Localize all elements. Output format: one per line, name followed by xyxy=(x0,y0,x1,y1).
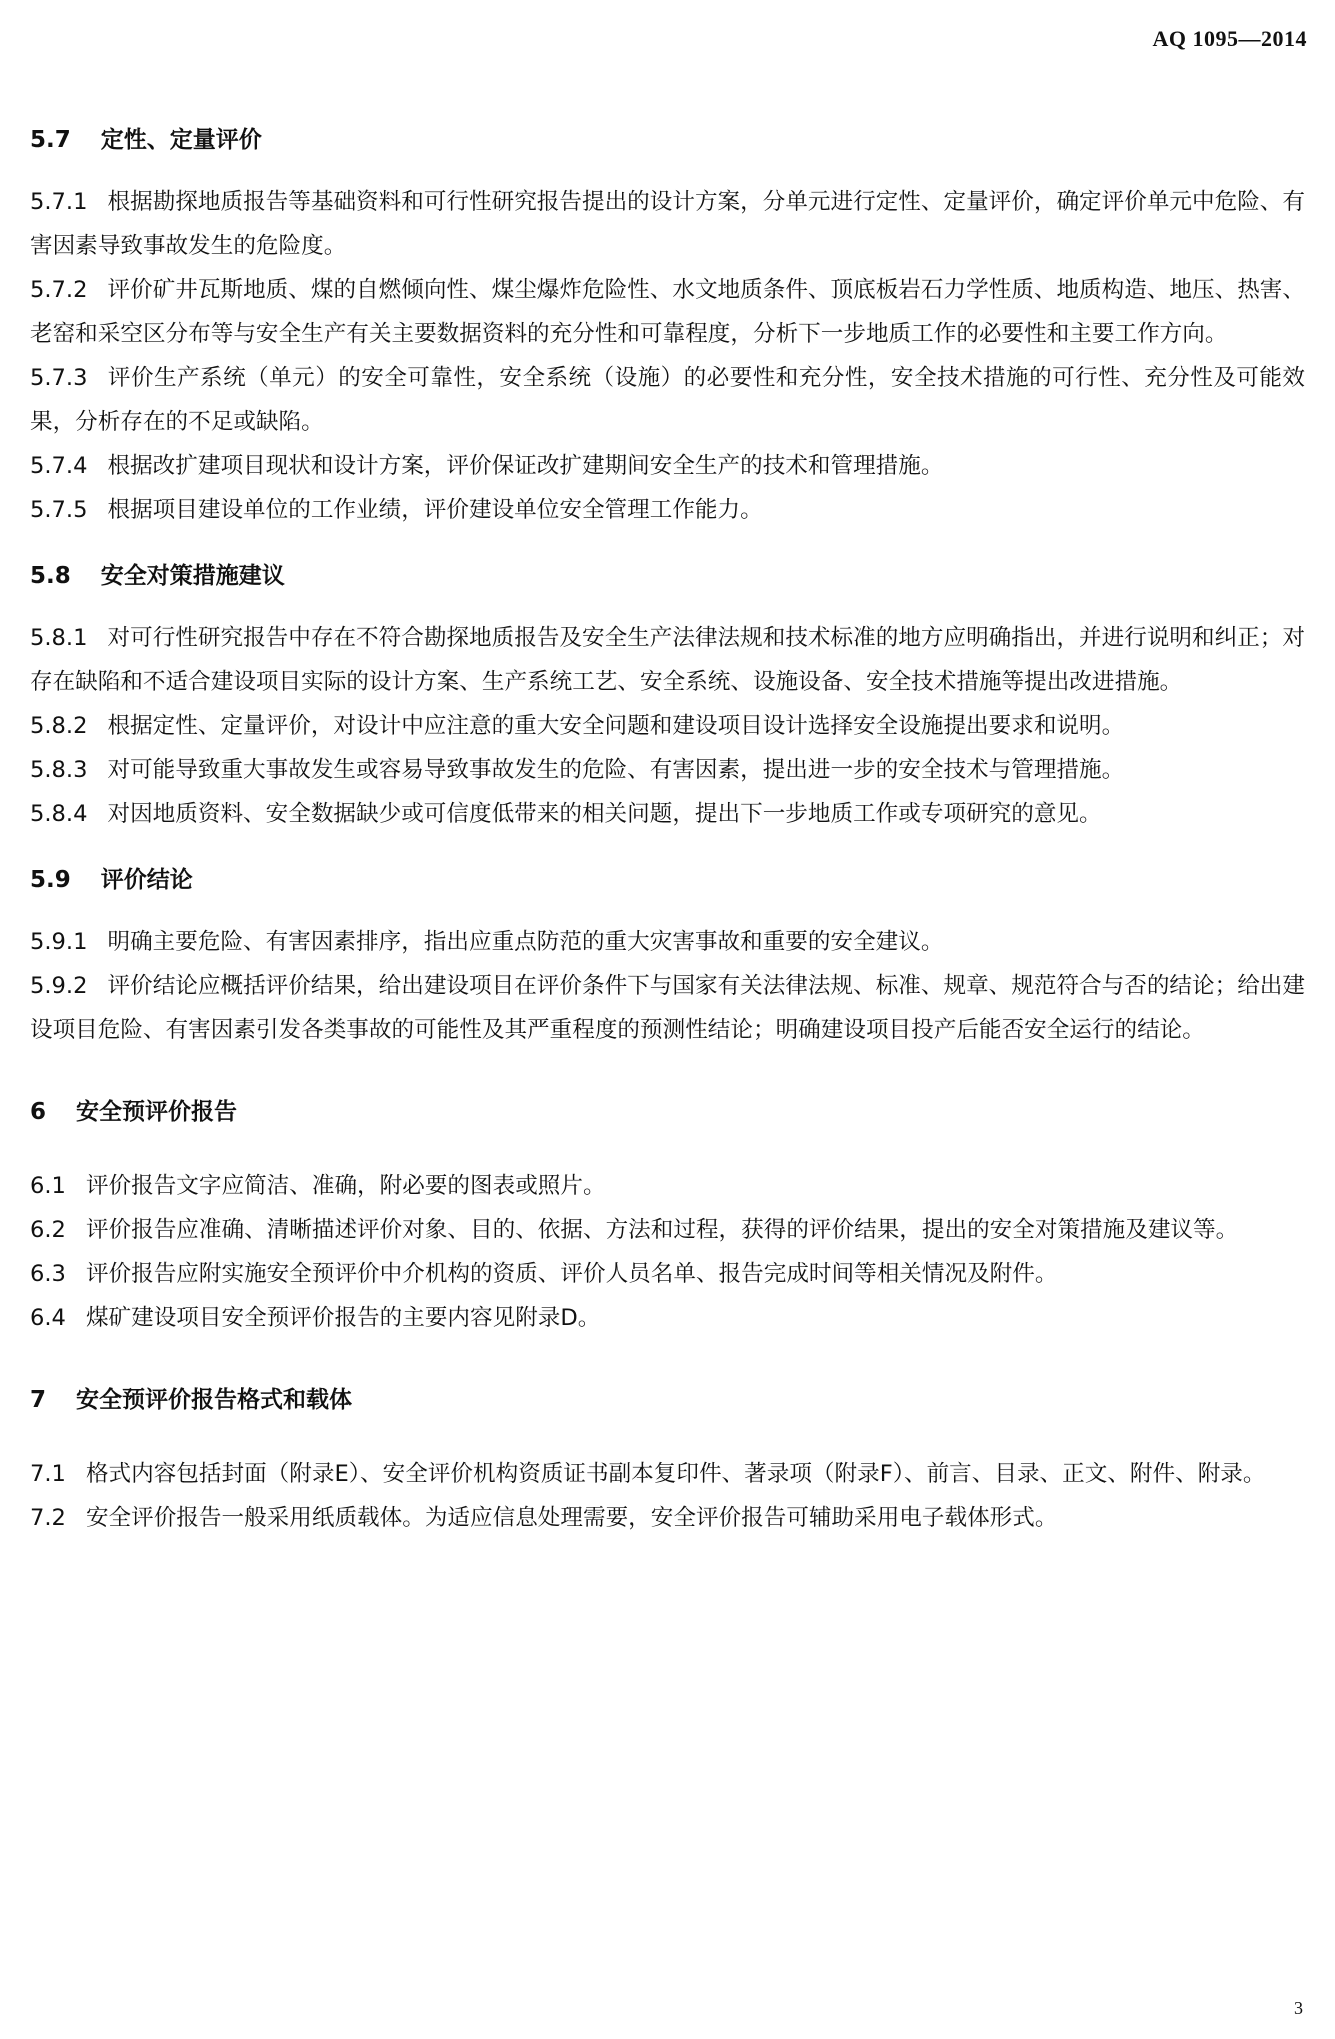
clause-text: 评价矿井瓦斯地质、煤的自燃倾向性、煤尘爆炸危险性、水文地质条件、顶底板岩石力学性质、地质构造、地压、热害、老窑和采空区分布等与安全生产有关主要数据资料的充分性和可靠程度，分析下一步地质工作的必要性和主要工作方向。 xyxy=(30,277,1305,347)
clause-number: 5.7.2 xyxy=(30,277,88,303)
clause-number: 5.7.3 xyxy=(30,365,88,391)
clause-number: 5.7 xyxy=(30,127,71,153)
clause-number: 6.4 xyxy=(30,1305,66,1331)
page-number: 3 xyxy=(1294,1998,1303,2018)
clause-number: 5.8.2 xyxy=(30,713,88,739)
clause-paragraph xyxy=(30,1252,1305,1296)
clause-number: 5.9 xyxy=(30,867,71,893)
clause-text: 对可能导致重大事故发生或容易导致事故发生的危险、有害因素，提出进一步的安全技术与管理措施。 xyxy=(107,757,1125,783)
clause-paragraph xyxy=(30,920,1305,964)
clause-paragraph xyxy=(30,1496,1305,1540)
clause-text: 评价报告应附实施安全预评价中介机构的资质、评价人员名单、报告完成时间等相关情况及附件。 xyxy=(85,1261,1058,1287)
clause-paragraph xyxy=(30,1452,1305,1496)
clause-number: 5.8 xyxy=(30,563,71,589)
clause-text: 评价结论应概括评价结果，给出建设项目在评价条件下与国家有关法律法规、标准、规章、规范符合与否的结论；给出建设项目危险、有害因素引发各类事故的可能性及其严重程度的预测性结论；明确建设项目投产后能否安全运行的结论。 xyxy=(30,973,1305,1043)
clause-text: 格式内容包括封面（附录E）、安全评价机构资质证书副本复印件、著录项（附录F）、前言、目录、正文、附件、附录。 xyxy=(85,1461,1266,1487)
clause-text: 根据项目建设单位的工作业绩，评价建设单位安全管理工作能力。 xyxy=(107,497,763,523)
clause-number: 5.7.4 xyxy=(30,453,88,479)
clause-text: 定性、定量评价 xyxy=(100,127,262,153)
section-heading xyxy=(30,120,1305,160)
clause-number: 7.1 xyxy=(30,1461,66,1487)
chapter-heading xyxy=(30,1092,1305,1132)
clause-text: 安全预评价报告格式和载体 xyxy=(76,1387,353,1413)
clause-number: 6.2 xyxy=(30,1217,66,1243)
clause-paragraph xyxy=(30,704,1305,748)
clause-text: 根据勘探地质报告等基础资料和可行性研究报告提出的设计方案，分单元进行定性、定量评价，确定评价单元中危险、有害因素导致事故发生的危险度。 xyxy=(30,189,1305,259)
chapter-heading xyxy=(30,1380,1305,1420)
clause-paragraph xyxy=(30,1208,1305,1252)
clause-number: 5.8.3 xyxy=(30,757,88,783)
clause-text: 评价报告文字应简洁、准确，附必要的图表或照片。 xyxy=(85,1173,606,1199)
clause-text: 评价报告应准确、清晰描述评价对象、目的、依据、方法和过程，获得的评价结果，提出的安全对策措施及建议等。 xyxy=(85,1217,1239,1243)
clause-paragraph xyxy=(30,964,1305,1052)
clause-text: 明确主要危险、有害因素排序，指出应重点防范的重大灾害事故和重要的安全建议。 xyxy=(107,929,944,955)
section-heading xyxy=(30,860,1305,900)
section-gap xyxy=(30,1052,1305,1076)
clause-text: 评价结论 xyxy=(100,867,193,893)
section-gap xyxy=(30,1340,1305,1364)
clause-text: 对因地质资料、安全数据缺少或可信度低带来的相关问题，提出下一步地质工作或专项研究的意见。 xyxy=(107,801,1102,827)
clause-paragraph xyxy=(30,268,1305,356)
clause-paragraph xyxy=(30,1164,1305,1208)
clause-text: 评价生产系统（单元）的安全可靠性，安全系统（设施）的必要性和充分性，安全技术措施的可行性、充分性及可能效果，分析存在的不足或缺陷。 xyxy=(30,365,1305,435)
clause-number: 6.1 xyxy=(30,1173,66,1199)
clause-paragraph xyxy=(30,616,1305,704)
document-body xyxy=(30,120,1305,1540)
clause-text: 对可行性研究报告中存在不符合勘探地质报告及安全生产法律法规和技术标准的地方应明确指出，并进行说明和纠正；对存在缺陷和不适合建设项目实际的设计方案、生产系统工艺、安全系统、设施设备、安全技术措施等提出改进措施。 xyxy=(30,625,1305,695)
clause-number: 5.8.1 xyxy=(30,625,88,651)
clause-paragraph xyxy=(30,180,1305,268)
clause-number: 5.7.1 xyxy=(30,189,88,215)
clause-number: 5.9.1 xyxy=(30,929,88,955)
standard-code-header: AQ 1095—2014 xyxy=(1152,26,1307,51)
clause-number: 6.3 xyxy=(30,1261,66,1287)
clause-number: 7.2 xyxy=(30,1505,66,1531)
clause-number: 7 xyxy=(30,1387,47,1413)
clause-text: 安全预评价报告 xyxy=(76,1099,238,1125)
clause-number: 5.8.4 xyxy=(30,801,88,827)
clause-text: 安全对策措施建议 xyxy=(100,563,285,589)
clause-paragraph xyxy=(30,444,1305,488)
section-gap xyxy=(30,532,1305,556)
clause-text: 安全评价报告一般采用纸质载体。为适应信息处理需要，安全评价报告可辅助采用电子载体形式。 xyxy=(85,1505,1058,1531)
clause-paragraph xyxy=(30,1296,1305,1340)
clause-text: 煤矿建设项目安全预评价报告的主要内容见附录D。 xyxy=(85,1305,601,1331)
clause-text: 根据定性、定量评价，对设计中应注意的重大安全问题和建设项目设计选择安全设施提出要求和说明。 xyxy=(107,713,1125,739)
clause-text: 根据改扩建项目现状和设计方案，评价保证改扩建期间安全生产的技术和管理措施。 xyxy=(107,453,944,479)
clause-paragraph xyxy=(30,748,1305,792)
clause-number: 6 xyxy=(30,1099,47,1125)
clause-number: 5.9.2 xyxy=(30,973,88,999)
clause-paragraph xyxy=(30,488,1305,532)
clause-paragraph xyxy=(30,792,1305,836)
section-heading xyxy=(30,556,1305,596)
clause-paragraph xyxy=(30,356,1305,444)
clause-number: 5.7.5 xyxy=(30,497,88,523)
section-gap xyxy=(30,836,1305,860)
